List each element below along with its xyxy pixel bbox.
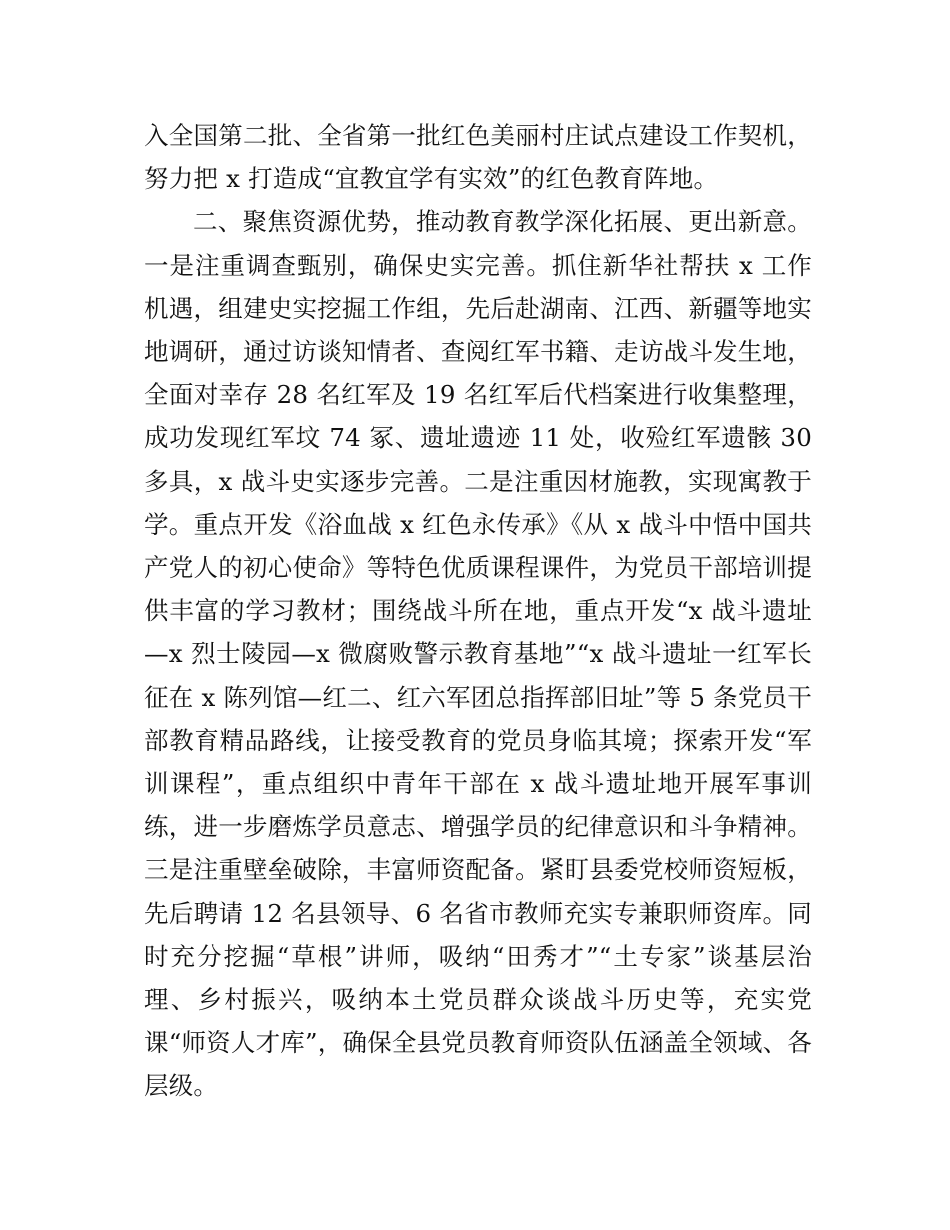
paragraph-section-two: 二、聚焦资源优势，推动教育教学深化拓展、更出新意。一是注重调查甄别，确保史实完善。抓住新华社帮扶 x 工作机遇，组建史实挖掘工作组，先后赴湖南、江西、新疆等地实地调研，通过访谈知情者、查阅红军书籍、走访战斗发生地，全面对幸存 28 名红军及 19 名红军后代档案进行收集整理，成功发现红军坟 74 冢、遗址遗迹 11 处，收殓红军遗骸 30 多具，x 战斗史实逐步完善。二是注重因材施教，实现寓教于学。重点开发《浴血战 x 红色永传承》《从 x 战斗中悟中国共产党人的初心使命》等特色优质课程课件，为党员干部培训提供丰富的学习教材；围绕战斗所在地，重点开发“x 战斗遗址—x 烈士陵园—x 微腐败警示教育基地”“x 战斗遗址一红军长征在 x 陈列馆—红二、红六军团总指挥部旧址”等 5 条党员干部教育精品路线，让接受教育的党员身临其境；探索开发“军训课程”，重点组织中青年干部在 x 战斗遗址地开展军事训练，进一步磨炼学员意志、增强学员的纪律意识和斗争精神。三是注重壁垒破除，丰富师资配备。紧盯县委党校师资短板，先后聘请 12 名县领导、6 名省市教师充实专兼职师资库。同时充分挖掘“草根”讲师，吸纳“田秀才”“土专家”谈基层治理、乡村振兴，吸纳本土党员群众谈战斗历史等，充实党课“师资人才库”，确保全县党员教育师资队伍涵盖全领域、各层级。 (144, 207, 812, 1101)
paragraph-continuation: 入全国第二批、全省第一批红色美丽村庄试点建设工作契机，努力把 x 打造成“宜教宜学有实效”的红色教育阵地。 (144, 121, 812, 194)
document-body (144, 114, 812, 1108)
